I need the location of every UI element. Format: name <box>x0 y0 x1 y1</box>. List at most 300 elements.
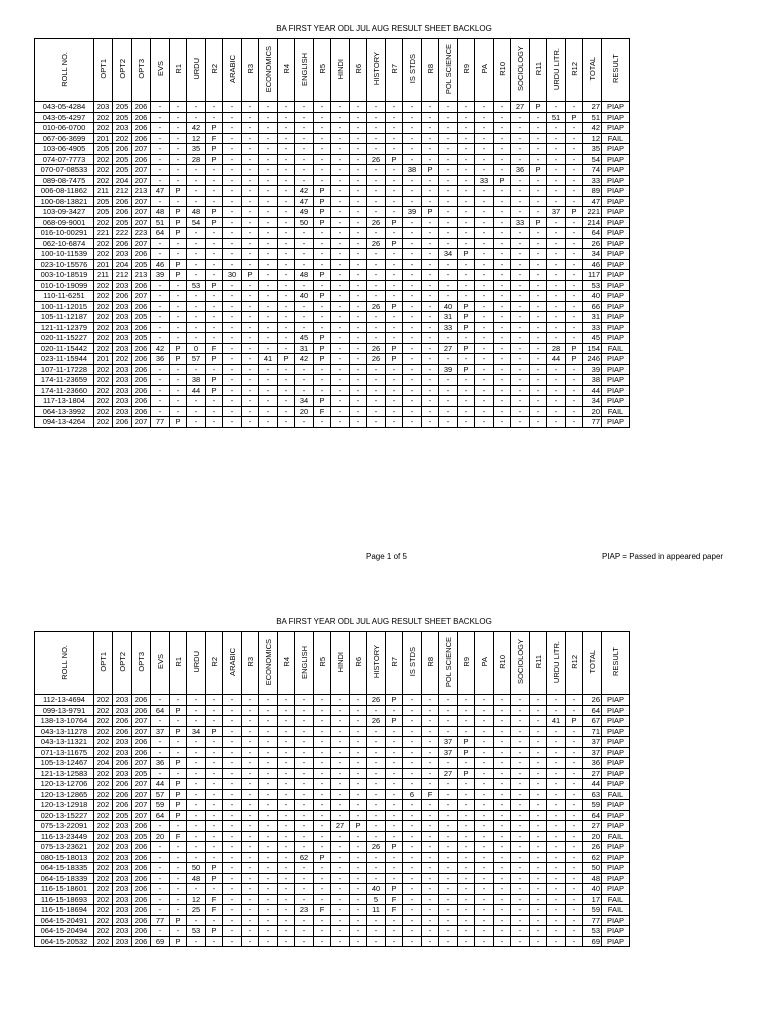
table-cell: - <box>547 144 566 155</box>
table-cell: FAIL <box>602 133 630 144</box>
table-cell: - <box>278 406 295 417</box>
table-cell: - <box>331 123 350 134</box>
table-cell: - <box>566 695 583 706</box>
table-cell: - <box>350 154 367 165</box>
table-cell: - <box>278 301 295 312</box>
table-cell: - <box>259 726 278 737</box>
table-cell: - <box>331 716 350 727</box>
table-cell: - <box>511 186 530 197</box>
table-cell: - <box>511 705 530 716</box>
table-cell: - <box>386 364 403 375</box>
table-cell: - <box>475 186 494 197</box>
table-cell: - <box>187 884 206 895</box>
table-cell: - <box>295 228 314 239</box>
table-cell: 33 <box>583 175 602 186</box>
table-cell: - <box>386 123 403 134</box>
table-cell: - <box>494 406 511 417</box>
table-cell: 062-10-6874 <box>35 238 94 249</box>
table-cell: - <box>494 737 511 748</box>
table-cell: - <box>350 165 367 176</box>
table-cell: - <box>422 133 439 144</box>
table-cell: - <box>511 280 530 291</box>
table-cell: P <box>566 207 583 218</box>
table-cell: - <box>511 259 530 270</box>
table-cell: - <box>511 133 530 144</box>
column-header-label: R6 <box>353 64 363 74</box>
table-cell: - <box>331 154 350 165</box>
table-cell: - <box>350 364 367 375</box>
table-cell: P <box>386 842 403 853</box>
table-cell: 59 <box>151 800 170 811</box>
table-cell: PIAP <box>602 249 630 260</box>
table-cell: - <box>422 705 439 716</box>
table-cell: - <box>547 186 566 197</box>
table-cell: - <box>242 196 259 207</box>
table-cell: - <box>386 112 403 123</box>
table-cell: 204 <box>113 175 132 186</box>
column-header <box>113 39 132 102</box>
table-cell: - <box>475 123 494 134</box>
table-cell: - <box>170 364 187 375</box>
column-header-label: SOCIOLOGY <box>515 639 525 685</box>
table-cell: 37 <box>583 737 602 748</box>
column-header <box>530 632 547 695</box>
column-header-label: IS STDS <box>407 54 417 84</box>
table-cell: - <box>331 842 350 853</box>
table-cell: 40 <box>439 301 458 312</box>
table-cell: P <box>170 800 187 811</box>
table-cell: - <box>242 333 259 344</box>
column-header <box>403 39 422 102</box>
table-cell: 214 <box>583 217 602 228</box>
table-cell: - <box>530 705 547 716</box>
table-cell: - <box>475 364 494 375</box>
header-row <box>35 632 630 695</box>
table-cell: - <box>494 364 511 375</box>
table-cell: - <box>458 417 475 428</box>
table-cell: P <box>530 217 547 228</box>
table-cell: - <box>295 831 314 842</box>
table-cell: 103-09-3427 <box>35 207 94 218</box>
table-cell: 206 <box>132 396 151 407</box>
table-cell: - <box>151 747 170 758</box>
table-row <box>35 249 630 260</box>
table-cell: - <box>511 716 530 727</box>
table-cell: - <box>386 102 403 113</box>
table-cell: - <box>422 217 439 228</box>
column-header-label: R1 <box>173 657 183 667</box>
table-cell: - <box>439 291 458 302</box>
table-cell: - <box>350 894 367 905</box>
table-cell: - <box>494 768 511 779</box>
table-cell: - <box>314 154 331 165</box>
column-header <box>547 39 566 102</box>
table-cell: - <box>494 280 511 291</box>
table-cell: - <box>314 364 331 375</box>
table-cell: 47 <box>295 196 314 207</box>
table-cell: - <box>439 385 458 396</box>
table-cell: - <box>278 270 295 281</box>
table-cell: - <box>242 354 259 365</box>
column-header <box>511 632 530 695</box>
table-cell: - <box>206 238 223 249</box>
table-row <box>35 800 630 811</box>
table-cell: - <box>259 291 278 302</box>
table-cell: - <box>530 396 547 407</box>
table-cell: - <box>242 789 259 800</box>
table-cell: - <box>494 758 511 769</box>
table-cell: - <box>314 821 331 832</box>
column-header <box>367 39 386 102</box>
table-cell: - <box>566 417 583 428</box>
table-cell: 40 <box>583 291 602 302</box>
table-cell: - <box>386 926 403 937</box>
table-cell: - <box>530 207 547 218</box>
table-cell: - <box>386 789 403 800</box>
table-cell: P <box>314 270 331 281</box>
table-cell: - <box>242 280 259 291</box>
table-cell: PIAP <box>602 259 630 270</box>
table-cell: - <box>367 747 386 758</box>
table-cell: 202 <box>94 705 113 716</box>
table-cell: - <box>386 726 403 737</box>
table-cell: 62 <box>583 852 602 863</box>
table-cell: 105-13-12467 <box>35 758 94 769</box>
column-header <box>439 632 458 695</box>
table-cell: - <box>187 112 206 123</box>
table-cell: - <box>259 144 278 155</box>
table-cell: 53 <box>187 926 206 937</box>
table-cell: - <box>331 905 350 916</box>
column-header <box>206 39 223 102</box>
table-cell: - <box>314 102 331 113</box>
table-cell: 26 <box>583 238 602 249</box>
column-header-label: R11 <box>533 62 543 76</box>
table-cell: 206 <box>132 301 151 312</box>
table-cell: - <box>422 301 439 312</box>
table-cell: 206 <box>132 884 151 895</box>
table-row <box>35 852 630 863</box>
table-cell: - <box>295 280 314 291</box>
table-cell: - <box>242 926 259 937</box>
table-cell: - <box>511 333 530 344</box>
table-cell: - <box>403 810 422 821</box>
table-cell: - <box>386 270 403 281</box>
table-cell: 57 <box>187 354 206 365</box>
table-cell: - <box>494 102 511 113</box>
table-cell: P <box>242 270 259 281</box>
table-row <box>35 737 630 748</box>
table-cell: - <box>187 322 206 333</box>
table-cell: - <box>242 301 259 312</box>
table-cell: - <box>331 364 350 375</box>
table-cell: 206 <box>113 779 132 790</box>
table-cell: 207 <box>132 196 151 207</box>
table-cell: - <box>295 768 314 779</box>
table-cell: 74 <box>583 165 602 176</box>
column-header <box>242 39 259 102</box>
table-cell: - <box>494 936 511 947</box>
table-cell: - <box>187 821 206 832</box>
table-cell: - <box>350 884 367 895</box>
table-cell: 067-06-3699 <box>35 133 94 144</box>
column-header-label: EVS <box>155 61 165 77</box>
table-cell: - <box>314 175 331 186</box>
table-cell: - <box>206 396 223 407</box>
table-cell: 26 <box>367 695 386 706</box>
table-cell: - <box>151 280 170 291</box>
table-cell: 26 <box>367 842 386 853</box>
table-cell: 202 <box>113 133 132 144</box>
table-cell: 50 <box>583 863 602 874</box>
table-cell: - <box>242 154 259 165</box>
table-cell: - <box>170 196 187 207</box>
table-cell: - <box>547 768 566 779</box>
table-cell: - <box>386 207 403 218</box>
table-cell: - <box>314 123 331 134</box>
table-row <box>35 726 630 737</box>
table-cell: 205 <box>94 207 113 218</box>
table-cell: - <box>566 385 583 396</box>
table-cell: P <box>566 343 583 354</box>
column-header-label: ECONOMICS <box>263 45 273 93</box>
column-header <box>151 39 170 102</box>
table-cell: - <box>367 112 386 123</box>
table-cell: - <box>151 375 170 386</box>
table-cell: - <box>223 852 242 863</box>
table-cell: - <box>331 301 350 312</box>
column-header <box>547 632 566 695</box>
table-cell: - <box>295 758 314 769</box>
table-cell: - <box>242 364 259 375</box>
table-cell: - <box>422 821 439 832</box>
table-cell: - <box>422 112 439 123</box>
column-header-label: PA <box>479 657 489 667</box>
table-cell: 67 <box>583 716 602 727</box>
table-cell: - <box>511 123 530 134</box>
table-cell: 206 <box>132 249 151 260</box>
table-cell: - <box>278 831 295 842</box>
table-cell: - <box>547 789 566 800</box>
table-cell: - <box>511 406 530 417</box>
table-cell: - <box>350 842 367 853</box>
table-cell: - <box>295 154 314 165</box>
table-cell: - <box>530 385 547 396</box>
table-cell: - <box>278 186 295 197</box>
table-cell: - <box>547 842 566 853</box>
table-cell: 77 <box>151 417 170 428</box>
table-cell: PIAP <box>602 217 630 228</box>
table-cell: P <box>206 123 223 134</box>
table-cell: - <box>458 333 475 344</box>
table-cell: - <box>494 894 511 905</box>
column-header-label: URDU LITR. <box>551 640 561 684</box>
table-cell: 206 <box>132 821 151 832</box>
table-cell: PIAP <box>602 165 630 176</box>
table-cell: - <box>547 758 566 769</box>
table-cell: 44 <box>187 385 206 396</box>
table-cell: - <box>530 375 547 386</box>
table-cell: - <box>295 364 314 375</box>
table-cell: - <box>170 894 187 905</box>
table-cell: - <box>475 217 494 228</box>
column-header <box>223 39 242 102</box>
table-cell: P <box>386 884 403 895</box>
table-cell: - <box>547 863 566 874</box>
table-cell: P <box>314 354 331 365</box>
table-cell: - <box>350 238 367 249</box>
table-cell: - <box>511 873 530 884</box>
table-cell: - <box>170 238 187 249</box>
table-cell: - <box>458 779 475 790</box>
table-cell: - <box>242 207 259 218</box>
table-cell: - <box>458 396 475 407</box>
table-cell: - <box>511 364 530 375</box>
table-cell: - <box>439 800 458 811</box>
table-cell: - <box>403 375 422 386</box>
table-cell: 206 <box>132 354 151 365</box>
column-header <box>278 632 295 695</box>
column-header <box>475 632 494 695</box>
table-cell: F <box>314 406 331 417</box>
table-cell: 174-11-23660 <box>35 385 94 396</box>
table-cell: - <box>331 207 350 218</box>
table-cell: - <box>170 312 187 323</box>
table-cell: - <box>259 259 278 270</box>
table-cell: - <box>566 894 583 905</box>
table-cell: 71 <box>583 726 602 737</box>
table-cell: 37 <box>439 737 458 748</box>
table-cell: 203 <box>113 747 132 758</box>
table-cell: - <box>458 936 475 947</box>
table-cell: - <box>403 217 422 228</box>
table-cell: 77 <box>583 915 602 926</box>
table-cell: - <box>331 228 350 239</box>
table-cell: PIAP <box>602 737 630 748</box>
table-cell: 203 <box>113 768 132 779</box>
column-header <box>566 39 583 102</box>
column-header <box>223 632 242 695</box>
table-cell: - <box>206 112 223 123</box>
table-cell: - <box>367 705 386 716</box>
table-cell: - <box>439 259 458 270</box>
table-cell: PIAP <box>602 779 630 790</box>
table-cell: - <box>403 186 422 197</box>
table-cell: - <box>386 737 403 748</box>
table-cell: 26 <box>583 695 602 706</box>
table-cell: 64 <box>151 705 170 716</box>
table-cell: - <box>314 716 331 727</box>
table-cell: - <box>295 165 314 176</box>
table-cell: - <box>475 207 494 218</box>
table-cell: 206 <box>132 873 151 884</box>
table-cell: - <box>278 852 295 863</box>
table-cell: - <box>278 102 295 113</box>
table-cell: 206 <box>113 238 132 249</box>
table-cell: - <box>422 259 439 270</box>
table-cell: - <box>566 291 583 302</box>
table-cell: PIAP <box>602 280 630 291</box>
table-cell: 211 <box>94 186 113 197</box>
table-cell: 116-13-23449 <box>35 831 94 842</box>
table-cell: - <box>566 768 583 779</box>
column-header-label: EVS <box>155 654 165 670</box>
table-cell: P <box>350 821 367 832</box>
table-cell: - <box>170 144 187 155</box>
table-cell: P <box>206 280 223 291</box>
table-cell: - <box>530 884 547 895</box>
table-cell: PIAP <box>602 154 630 165</box>
table-cell: - <box>367 322 386 333</box>
table-cell: - <box>350 259 367 270</box>
table-cell: - <box>367 800 386 811</box>
table-cell: - <box>386 758 403 769</box>
table-cell: - <box>350 915 367 926</box>
table-cell: P <box>170 915 187 926</box>
table-row <box>35 165 630 176</box>
table-cell: - <box>350 280 367 291</box>
table-cell: 006-08-11862 <box>35 186 94 197</box>
table-cell: - <box>439 789 458 800</box>
table-cell: - <box>170 852 187 863</box>
table-cell: 27 <box>439 343 458 354</box>
table-cell: - <box>187 758 206 769</box>
table-cell: PIAP <box>602 270 630 281</box>
table-cell: - <box>422 894 439 905</box>
table-cell: - <box>530 343 547 354</box>
column-header-label: SOCIOLOGY <box>515 46 525 92</box>
table-cell: - <box>547 270 566 281</box>
table-cell: - <box>278 123 295 134</box>
table-cell: - <box>566 175 583 186</box>
table-cell: - <box>367 312 386 323</box>
table-cell: - <box>223 831 242 842</box>
column-header-label: IS STDS <box>407 647 417 677</box>
table-cell: - <box>566 842 583 853</box>
table-cell: - <box>403 354 422 365</box>
table-cell: P <box>170 705 187 716</box>
table-cell: - <box>295 926 314 937</box>
table-cell: - <box>367 333 386 344</box>
table-cell: - <box>494 842 511 853</box>
table-cell: 202 <box>94 905 113 916</box>
table-cell: - <box>566 312 583 323</box>
table-cell: - <box>187 747 206 758</box>
table-cell: - <box>547 123 566 134</box>
table-cell: - <box>475 894 494 905</box>
table-cell: - <box>439 821 458 832</box>
table-cell: 202 <box>94 716 113 727</box>
table-cell: 075-13-22091 <box>35 821 94 832</box>
table-cell: - <box>331 705 350 716</box>
table-cell: - <box>511 417 530 428</box>
table-cell: 221 <box>94 228 113 239</box>
table-cell: - <box>314 705 331 716</box>
table-cell: - <box>295 312 314 323</box>
table-cell: - <box>170 133 187 144</box>
table-cell: - <box>187 695 206 706</box>
table-cell: 202 <box>94 831 113 842</box>
table-cell: 23 <box>295 905 314 916</box>
table-cell: - <box>350 343 367 354</box>
table-cell: - <box>151 716 170 727</box>
column-header-label: RESULT <box>611 647 620 677</box>
table-cell: - <box>494 831 511 842</box>
table-cell: - <box>511 154 530 165</box>
table-cell: - <box>422 747 439 758</box>
table-cell: - <box>422 228 439 239</box>
column-header-label: URDU <box>191 58 201 80</box>
